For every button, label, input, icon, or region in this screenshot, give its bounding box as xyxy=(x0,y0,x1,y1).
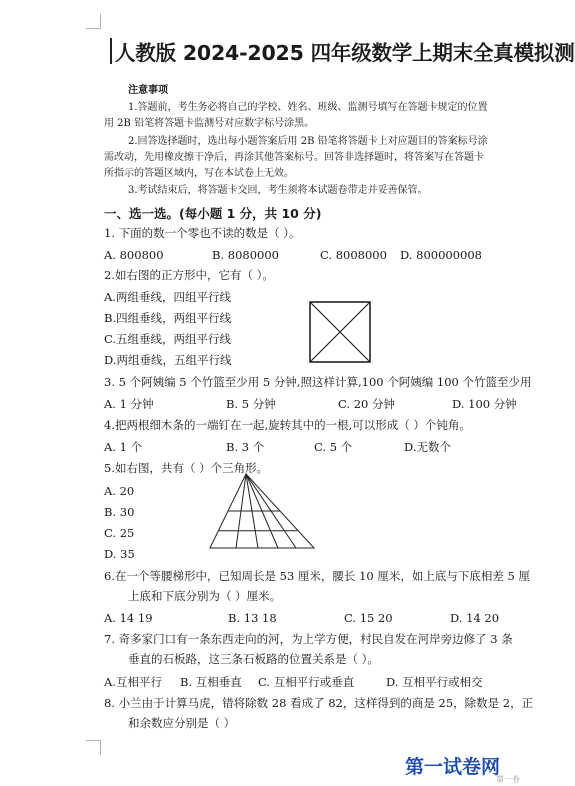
notice-line: 需改动，先用橡皮擦干净后，再涂其他答案标号。回答非选择题时，将答案写在答题卡 xyxy=(104,152,484,163)
notice-line: 2.回答选择题时，选出每小题答案后用 2B 铅笔将答题卡上对应题目的答案标号涂 xyxy=(128,136,488,147)
option-c: C. 25 xyxy=(104,526,135,540)
crop-mark-bottom-left xyxy=(86,740,101,755)
question-stem-continued: 上底和下底分别为（ ）厘米。 xyxy=(128,589,282,603)
option-b: B. 30 xyxy=(104,505,135,519)
notice-line: 3.考试结束后，将答题卡交回，考生须将本试题卷带走并妥善保管。 xyxy=(128,185,428,196)
square-figure xyxy=(308,300,372,364)
option-d: D.两组垂线，五组平行线 xyxy=(104,353,232,367)
option-d: D. 800000008 xyxy=(400,248,482,262)
question-stem-continued: 垂直的石板路，这三条石板路的位置关系是（ ）。 xyxy=(128,652,379,666)
page-title: 人教版 2024-2025 四年级数学上期末全真模拟测 xyxy=(115,41,575,65)
question-stem: 1. 下面的数一个零也不读的数是（ ）。 xyxy=(104,226,301,240)
watermark-logo: 第一试卷网 xyxy=(405,756,501,778)
question-stem: 2.如右图的正方形中，它有（ ）。 xyxy=(104,268,274,282)
question-stem: 4.把两根细木条的一端钉在一起,旋转其中的一根,可以形成（ ）个钝角。 xyxy=(104,418,471,432)
option-a: A. 800800 xyxy=(104,248,164,262)
notice-line: 所指示的答题区域内，写在本试卷上无效。 xyxy=(104,168,294,179)
question-stem: 6.在一个等腰梯形中，已知周长是 53 厘米，腰长 10 厘米，如上底与下底相差 5 厘 xyxy=(104,569,530,583)
option-a: A. 14 19 xyxy=(104,611,153,625)
question-stem: 3. 5 个阿姨编 5 个竹篮至少用 5 分钟,照这样计算,100 个阿姨编 100 个竹篮至少用 xyxy=(104,375,532,389)
option-d: D. 14 20 xyxy=(450,611,500,625)
question-stem: 8. 小兰由于计算马虎，错将除数 28 看成了 82，这样得到的商是 25，除数是 2，正 xyxy=(104,696,534,710)
option-d: D.无数个 xyxy=(404,440,451,454)
page-footer: 第一卷 xyxy=(496,775,520,784)
option-b: B. 3 个 xyxy=(226,440,265,454)
option-c: C. 互相平行或垂直 xyxy=(258,675,355,689)
option-b: B. 8080000 xyxy=(212,248,279,262)
section-heading: 一、选一选。(每小题 1 分，共 10 分) xyxy=(104,206,322,221)
notice-line: 1.答题前，考生务必将自己的学校、姓名、班级、监测号填写在答题卡规定的位置 xyxy=(128,102,488,113)
option-a: A.互相平行 xyxy=(104,675,162,689)
option-d: D. 35 xyxy=(104,547,135,561)
question-stem: 7. 奇多家门口有一条东西走向的河，为上学方便，村民自发在河岸旁边修了 3 条 xyxy=(104,632,513,646)
option-c: C. 5 个 xyxy=(314,440,353,454)
option-b: B. 5 分钟 xyxy=(226,397,276,411)
triangle-figure xyxy=(206,468,318,552)
option-d: D. 100 分钟 xyxy=(452,397,517,411)
option-a: A.两组垂线，四组平行线 xyxy=(104,290,231,304)
option-a: A. 20 xyxy=(104,484,135,498)
option-c: C. 20 分钟 xyxy=(338,397,395,411)
option-c: C. 15 20 xyxy=(344,611,393,625)
question-stem-continued: 和余数应分别是（ ） xyxy=(128,716,236,730)
option-b: B.四组垂线，两组平行线 xyxy=(104,311,232,325)
option-b: B. 13 18 xyxy=(228,611,277,625)
option-a: A. 1 个 xyxy=(104,440,143,454)
notice-heading: 注意事项 xyxy=(128,85,168,96)
crop-mark-top-left xyxy=(86,14,101,29)
text-cursor xyxy=(110,38,112,64)
option-a: A. 1 分钟 xyxy=(104,397,154,411)
notice-line: 用 2B 铅笔将答题卡监测号对应数字标号涂黑。 xyxy=(104,118,315,129)
option-d: D. 互相平行或相交 xyxy=(386,675,483,689)
question-stem: 5.如右图，共有（ ）个三角形。 xyxy=(104,461,269,475)
option-b: B. 互相垂直 xyxy=(180,675,242,689)
option-c: C. 8008000 xyxy=(320,248,387,262)
option-c: C.五组垂线，两组平行线 xyxy=(104,332,232,346)
